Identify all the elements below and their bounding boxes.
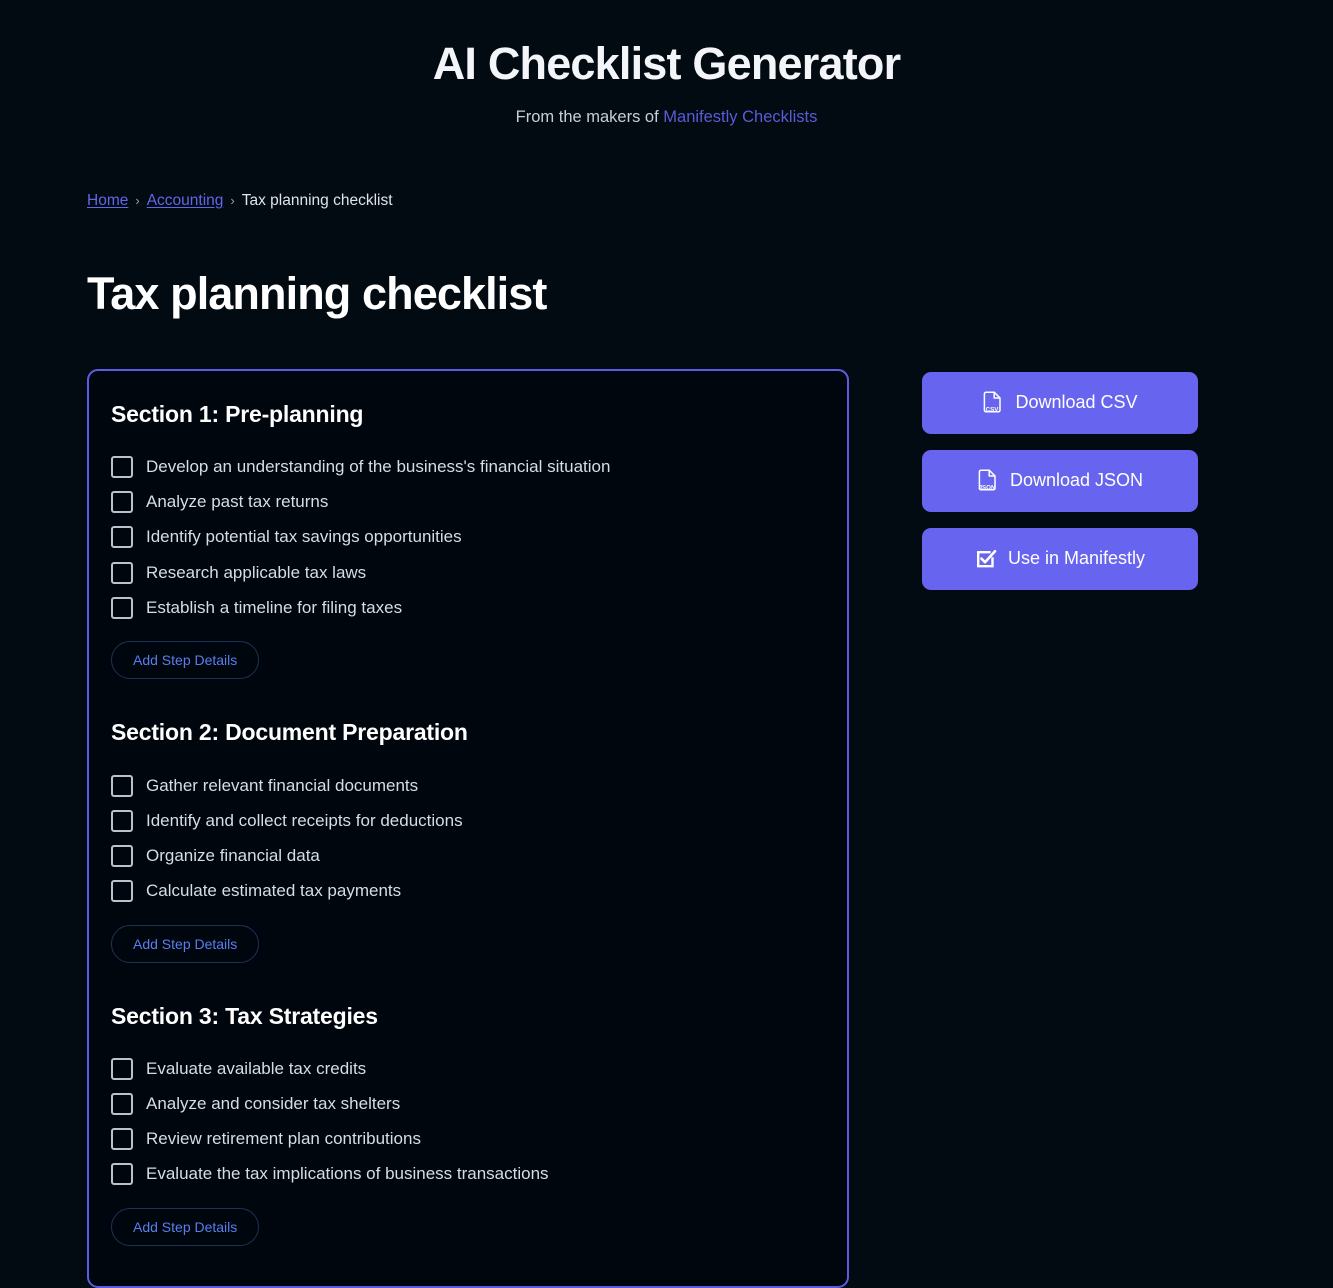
checklist-section	[111, 401, 817, 679]
site-title: AI Checklist Generator	[432, 38, 901, 89]
task-item[interactable]	[111, 520, 817, 555]
site-header	[0, 0, 1333, 127]
task-label: Research applicable tax laws	[146, 562, 367, 582]
task-checkbox[interactable]	[111, 1058, 133, 1080]
task-checkbox[interactable]	[111, 491, 133, 513]
task-checkbox[interactable]	[111, 810, 133, 832]
task-label: Calculate estimated tax payments	[146, 881, 402, 900]
checklist-section	[111, 719, 817, 962]
task-label: Establish a timeline for filing taxes	[146, 597, 403, 617]
task-checkbox[interactable]	[111, 562, 133, 584]
task-checkbox[interactable]	[111, 526, 133, 548]
task-item[interactable]	[111, 1122, 817, 1157]
task-item[interactable]	[111, 1087, 817, 1122]
checklist-section	[111, 1003, 817, 1246]
file-csv-icon	[982, 390, 1004, 416]
manifestly-checklists-link[interactable]: Manifestly Checklists	[663, 107, 818, 126]
task-label: Analyze and consider tax shelters	[146, 1094, 401, 1114]
task-item[interactable]	[111, 874, 817, 909]
task-checkbox[interactable]	[111, 1128, 133, 1150]
task-item[interactable]	[111, 555, 817, 590]
actions-panel	[922, 369, 1198, 590]
task-label: Identify potential tax savings opportunities	[146, 527, 462, 547]
task-checkbox[interactable]	[111, 597, 133, 619]
task-list	[111, 768, 817, 908]
task-checkbox[interactable]	[111, 456, 133, 478]
task-item[interactable]	[111, 590, 817, 625]
section-title: Section 2: Document Preparation	[111, 719, 468, 746]
task-item[interactable]	[111, 1052, 817, 1087]
task-item[interactable]	[111, 803, 817, 838]
action-button-label: Download CSV	[1015, 392, 1138, 413]
task-checkbox[interactable]	[111, 845, 133, 867]
download-json-button[interactable]	[922, 450, 1198, 512]
task-item[interactable]	[111, 485, 817, 520]
task-checkbox[interactable]	[111, 880, 133, 902]
add-step-details-button[interactable]: Add Step Details	[111, 641, 259, 679]
section-title: Section 3: Tax Strategies	[111, 1002, 378, 1029]
task-item[interactable]	[111, 768, 817, 803]
breadcrumb-home-link[interactable]: Home	[87, 191, 129, 209]
action-button-label: Use in Manifestly	[1007, 548, 1146, 569]
task-item[interactable]	[111, 1157, 817, 1192]
add-step-details-button[interactable]: Add Step Details	[111, 1208, 259, 1246]
task-item[interactable]	[111, 450, 817, 485]
task-list	[111, 450, 817, 625]
task-label: Develop an understanding of the business's financial situation	[146, 457, 611, 477]
svg-text:CSV: CSV	[986, 406, 999, 414]
action-button-label: Download JSON	[1009, 470, 1144, 491]
breadcrumb-separator-icon: ›	[135, 193, 140, 209]
main-content	[0, 369, 1333, 1288]
page-title: Tax planning checklist	[87, 267, 547, 319]
add-step-details-button[interactable]: Add Step Details	[111, 925, 259, 963]
task-checkbox[interactable]	[111, 1093, 133, 1115]
section-title: Section 1: Pre-planning	[111, 400, 364, 427]
site-subtitle-prefix: From the makers of	[515, 107, 664, 126]
use-in-manifestly-button[interactable]	[922, 528, 1198, 590]
task-label: Evaluate the tax implications of business transactions	[146, 1164, 549, 1184]
breadcrumb-current: Tax planning checklist	[241, 191, 393, 209]
task-label: Organize financial data	[146, 845, 320, 865]
checklist-card	[87, 369, 849, 1288]
task-label: Review retirement plan contributions	[146, 1129, 421, 1149]
task-checkbox[interactable]	[111, 1163, 133, 1185]
task-label: Gather relevant financial documents	[146, 775, 419, 795]
task-checkbox[interactable]	[111, 775, 133, 797]
task-label: Identify and collect receipts for deductions	[146, 810, 463, 830]
breadcrumb-separator-icon: ›	[230, 193, 235, 209]
file-json-icon	[977, 468, 999, 494]
download-csv-button[interactable]	[922, 372, 1198, 434]
task-list	[111, 1052, 817, 1192]
checked-box-icon	[975, 546, 997, 572]
site-subtitle	[0, 108, 1333, 127]
task-item[interactable]	[111, 838, 817, 873]
svg-text:JSON: JSON	[978, 484, 996, 492]
task-label: Analyze past tax returns	[146, 492, 329, 512]
breadcrumb-accounting-link[interactable]: Accounting	[146, 191, 224, 209]
task-label: Evaluate available tax credits	[146, 1059, 367, 1079]
breadcrumb	[0, 192, 1333, 210]
